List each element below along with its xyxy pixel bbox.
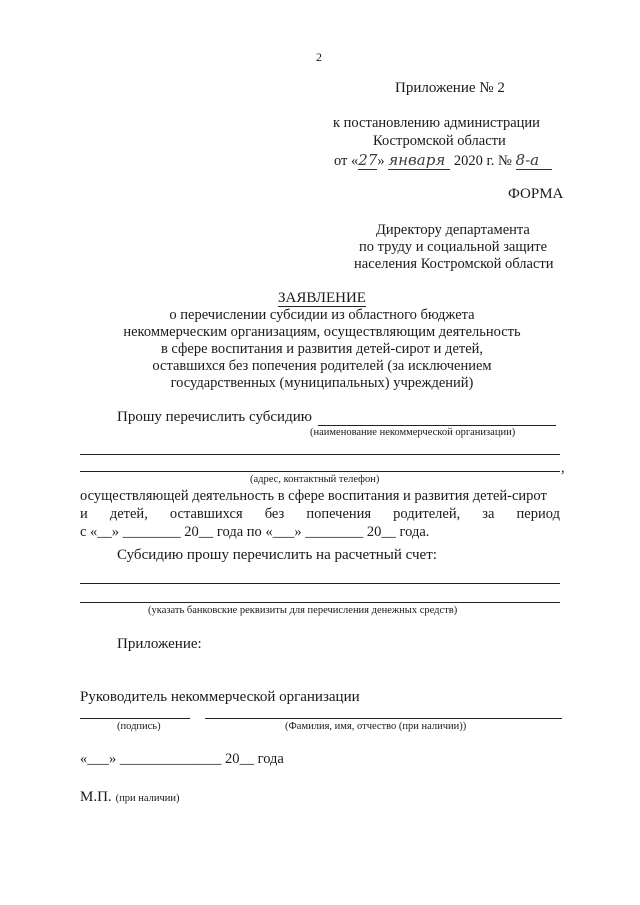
heading-line-3: в сфере воспитания и развития детей-сирот и детей,	[160, 341, 484, 357]
activity-word: оставшихся	[169, 506, 243, 522]
activity-word: детей,	[109, 506, 148, 522]
appendix-title: Приложение № 2	[395, 80, 505, 96]
date-number-handwritten: 8-а	[516, 151, 552, 170]
activity-line-2	[80, 506, 560, 523]
activity-word: период	[516, 506, 560, 522]
activity-word: за	[482, 506, 495, 522]
appendix-line-2: Костромской области	[373, 133, 506, 149]
heading-line-4: оставшихся без попечения родителей (за исключением	[152, 358, 492, 374]
activity-word: без	[264, 506, 285, 522]
org-name-blank	[318, 425, 556, 426]
addressee-line-3: населения Костромской области	[354, 256, 554, 272]
stamp-line	[80, 788, 180, 806]
appendix-date	[334, 151, 552, 170]
address-comma: ,	[561, 460, 565, 476]
appendix-line-1: к постановлению администрации	[333, 115, 540, 131]
activity-line-1: осуществляющей деятельность в сфере воспитания и развития детей-сирот	[80, 488, 547, 504]
stamp-note: (при наличии)	[115, 793, 180, 804]
date-month-handwritten: января	[388, 151, 450, 170]
full-name-caption: (Фамилия, имя, отчество (при наличии))	[285, 721, 467, 732]
statement-title-text: ЗАЯВЛЕНИЕ	[278, 290, 366, 306]
heading-line-2: некоммерческим организациям, осуществляющим деятельность	[123, 324, 521, 340]
statement-title	[80, 290, 564, 307]
bank-blank-1	[80, 583, 560, 584]
activity-word: попечения	[306, 506, 372, 522]
account-request: Субсидию прошу перечислить на расчетный счет:	[117, 547, 437, 563]
request-text: Прошу перечислить субсидию	[117, 409, 312, 425]
page-number: 2	[316, 50, 322, 64]
date-prefix: от «	[334, 153, 359, 169]
bank-caption: (указать банковские реквизиты для перечисления денежных средств)	[148, 605, 458, 616]
heading-line-1: о перечислении субсидии из областного бюджета	[169, 307, 475, 323]
heading-line-5: государственных (муниципальных) учреждений)	[170, 375, 474, 391]
period-line: с «__» ________ 20__ года по «___» ________ 20__ года.	[80, 524, 430, 540]
addressee-line-1: Директору департамента	[376, 222, 530, 238]
signature-caption: (подпись)	[117, 721, 161, 732]
sign-date-line: «___» ______________ 20__ года	[80, 751, 284, 767]
address-blank-2	[80, 471, 560, 472]
attachment-label: Приложение:	[117, 636, 202, 652]
org-name-caption: (наименование некоммерческой организации)	[310, 427, 516, 438]
full-name-blank	[205, 718, 562, 719]
form-label: ФОРМА	[508, 186, 564, 202]
stamp-label: М.П.	[80, 789, 112, 805]
signature-blank	[80, 718, 190, 719]
date-mid: »	[377, 153, 385, 169]
addressee-line-2: по труду и социальной защите	[359, 239, 548, 255]
activity-word: и	[80, 506, 88, 522]
address-blank-1	[80, 454, 560, 455]
address-caption: (адрес, контактный телефон)	[250, 474, 380, 485]
date-day-handwritten: 27	[358, 151, 378, 169]
date-year: 2020 г. №	[453, 153, 512, 169]
activity-word: родителей,	[393, 506, 461, 522]
head-label: Руководитель некоммерческой организации	[80, 689, 360, 705]
bank-blank-2	[80, 602, 560, 603]
